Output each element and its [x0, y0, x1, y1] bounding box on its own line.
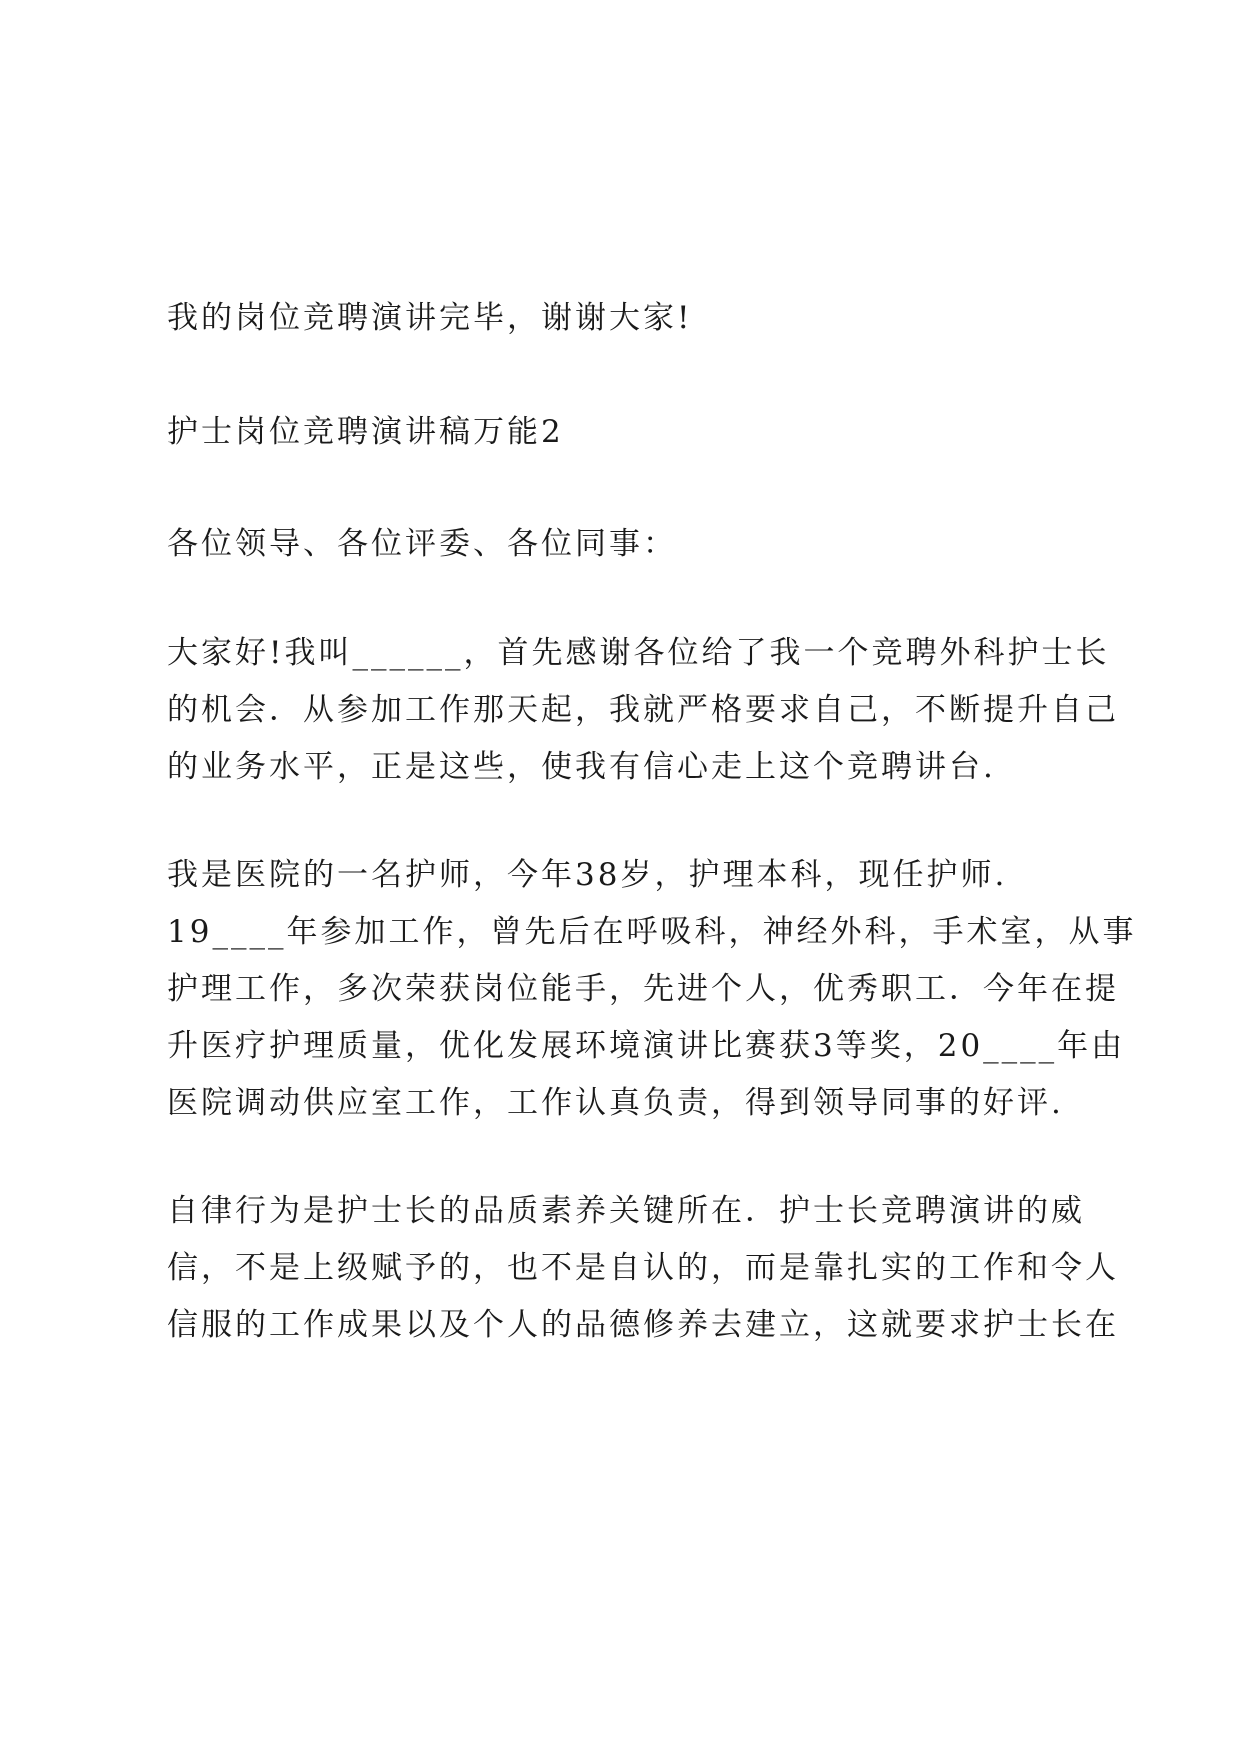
- paragraph-line: 的业务水平，正是这些，使我有信心走上这个竞聘讲台.: [167, 749, 996, 785]
- salutation: 各位领导、各位评委、各位同事：: [167, 526, 677, 562]
- paragraph-line: 我是医院的一名护师，今年38岁，护理本科，现任护师.: [167, 857, 1008, 893]
- paragraph-line: 19____年参加工作，曾先后在呼吸科，神经外科，手术室，从事: [167, 914, 1137, 950]
- paragraph-line: 信，不是上级赋予的，也不是自认的，而是靠扎实的工作和令人: [167, 1250, 1119, 1286]
- closing-line: 我的岗位竞聘演讲完毕，谢谢大家!: [167, 300, 693, 336]
- paragraph-line: 护理工作，多次荣获岗位能手，先进个人，优秀职工．今年在提: [167, 971, 1119, 1007]
- section-title: 护士岗位竞聘演讲稿万能2: [167, 414, 564, 450]
- paragraph-line: 信服的工作成果以及个人的品德修养去建立，这就要求护士长在: [167, 1307, 1119, 1343]
- paragraph-line: 升医疗护理质量，优化发展环境演讲比赛获3等奖，20____年由: [167, 1028, 1126, 1064]
- paragraph-line: 自律行为是护士长的品质素养关键所在．护士长竞聘演讲的威: [167, 1193, 1085, 1229]
- paragraph-line: 医院调动供应室工作，工作认真负责，得到领导同事的好评.: [167, 1085, 1064, 1121]
- paragraph-line: 的机会．从参加工作那天起，我就严格要求自己，不断提升自己: [167, 692, 1119, 728]
- paragraph-line: 大家好!我叫______，首先感谢各位给了我一个竞聘外科护士长: [167, 635, 1110, 671]
